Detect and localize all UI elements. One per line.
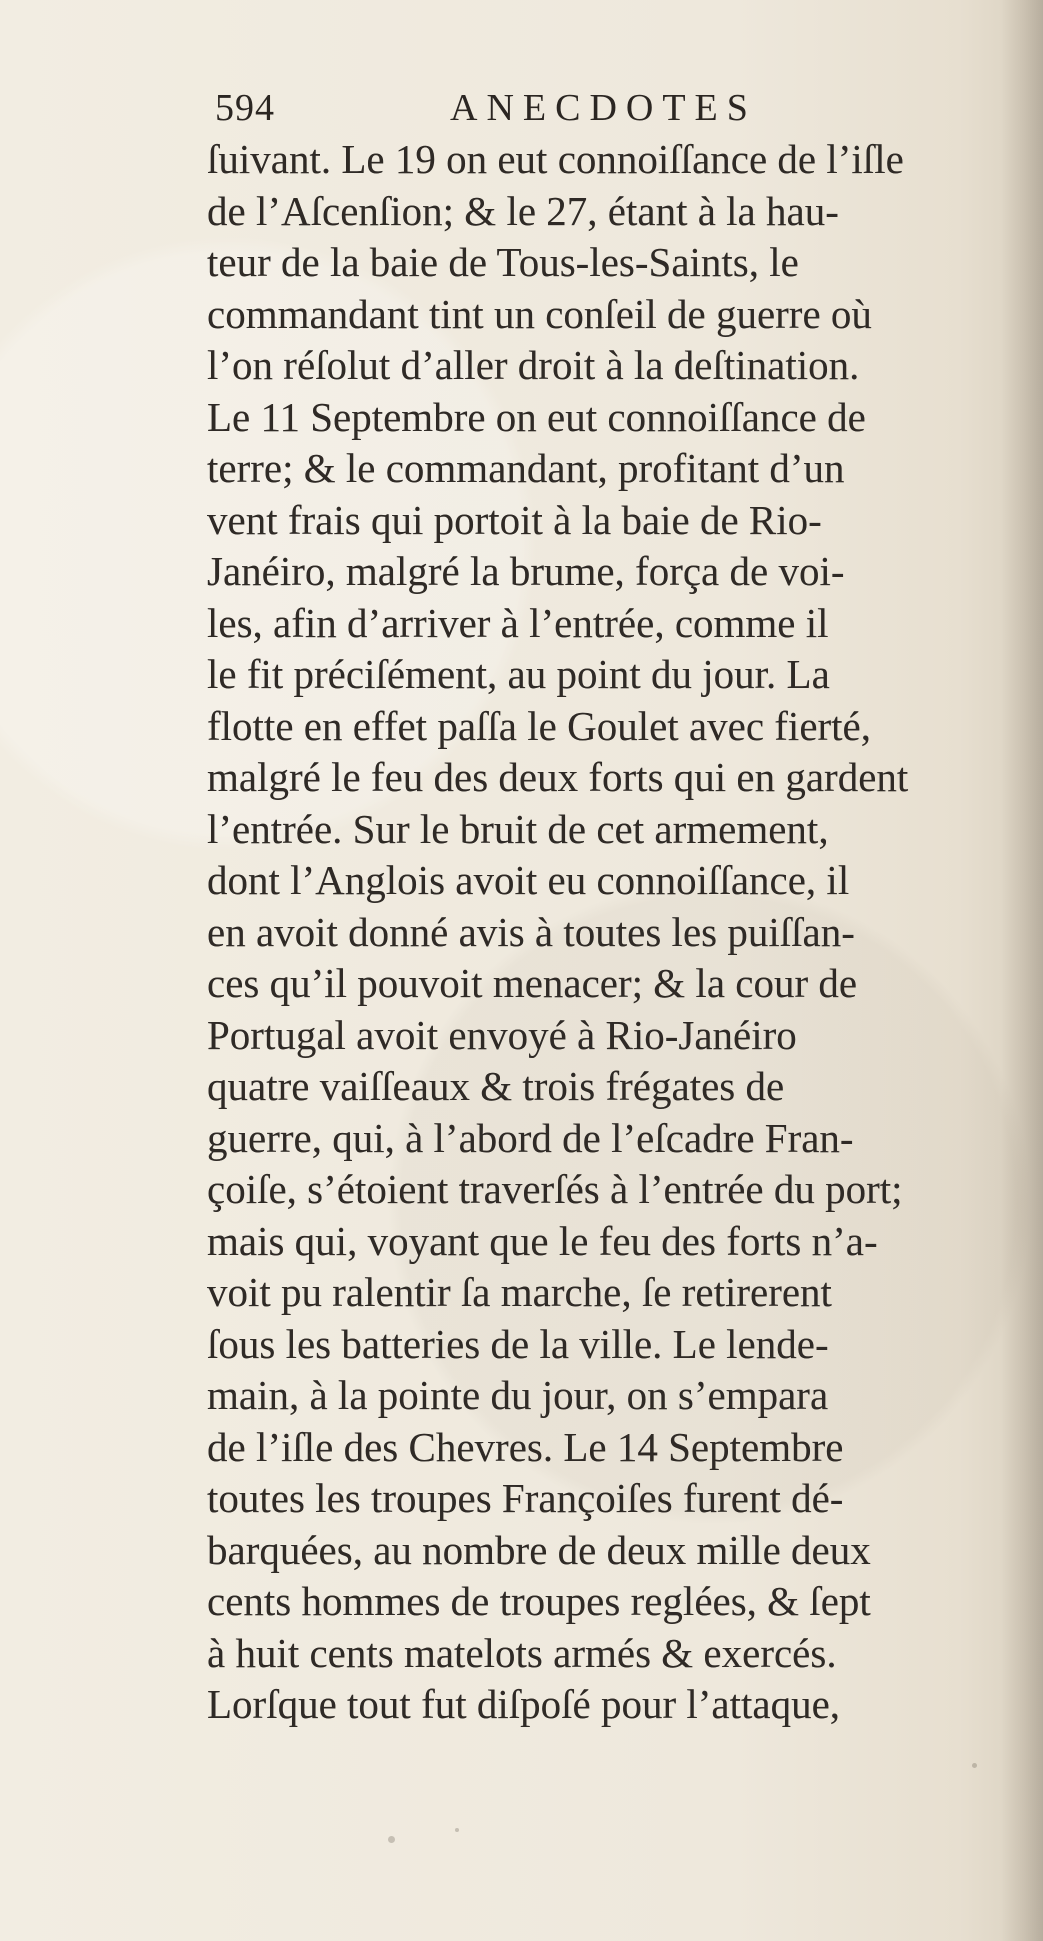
text-line: terre; & le commandant, profitant d’un [207, 445, 845, 491]
text-line: ces qu’il pouvoit menacer; & la cour de [207, 960, 858, 1006]
text-line: les, afin d’arriver à l’entrée, comme il [207, 599, 829, 646]
text-line: Janéiro, malgré la brume, força de voi- [207, 548, 845, 594]
text-line: guerre, qui, à l’abord de l’eſcadre Fran- [207, 1114, 854, 1161]
text-line: flotte en effet paſſa le Goulet avec fierté, [207, 702, 872, 749]
text-line: çoiſe, s’étoient traverſés à l’entrée du port; [207, 1166, 903, 1212]
text-line: de l’iſle des Chevres. Le 14 Septembre [207, 1423, 844, 1470]
text-line: voit pu ralentir ſa marche, ſe retirerent [207, 1269, 832, 1315]
text-line: à huit cents matelots armés & exercés. [207, 1629, 837, 1676]
text-line: vent frais qui portoit à la baie de Rio- [207, 496, 822, 543]
text-line: malgré le feu des deux forts qui en gardent [207, 754, 909, 800]
running-head: ANECDOTES [450, 87, 757, 129]
text-line: Le 11 Septembre on eut connoiſſance de [207, 393, 866, 440]
text-line: teur de la baie de Tous-les-Saints, le [207, 239, 799, 285]
text-line: de l’Aſcenſion; & le 27, étant à la hau- [207, 187, 839, 234]
text-line: cents hommes de troupes reglées, & ſept [207, 1578, 871, 1624]
text-line: toutes les troupes Françoiſes furent dé- [207, 1475, 844, 1521]
paper-speck [388, 1836, 395, 1843]
text-line: le fit préciſément, au point du jour. La [207, 651, 830, 697]
text-line: l’on réſolut d’aller droit à la deſtination. [207, 342, 860, 388]
text-line: mais qui, voyant que le feu des forts n’a- [207, 1217, 878, 1264]
text-line: en avoit donné avis à toutes les puiſſan- [207, 908, 855, 955]
paper-speck [455, 1828, 459, 1832]
page-number: 594 [215, 87, 275, 129]
page-header [215, 86, 825, 134]
text-line: ſous les batteries de la ville. Le lende- [207, 1320, 829, 1367]
text-line: barquées, au nombre de deux mille deux [207, 1526, 871, 1573]
text-line: main, à la pointe du jour, on s’empara [207, 1372, 829, 1418]
body-text [207, 134, 1017, 1731]
text-line: commandant tint un conſeil de guerre où [207, 290, 872, 337]
text-line: Lorſque tout fut diſpoſé pour l’attaque, [207, 1681, 841, 1727]
text-line: dont l’Anglois avoit eu connoiſſance, il [207, 857, 850, 903]
text-line: ſuivant. Le 19 on eut connoiſſance de l’iſle [207, 136, 904, 182]
paper-speck [972, 1763, 977, 1768]
text-line: Portugal avoit envoyé à Rio-Janéiro [207, 1011, 797, 1058]
text-line: quatre vaiſſeaux & trois frégates de [207, 1063, 785, 1109]
text-line: l’entrée. Sur le bruit de cet armement, [207, 805, 829, 852]
